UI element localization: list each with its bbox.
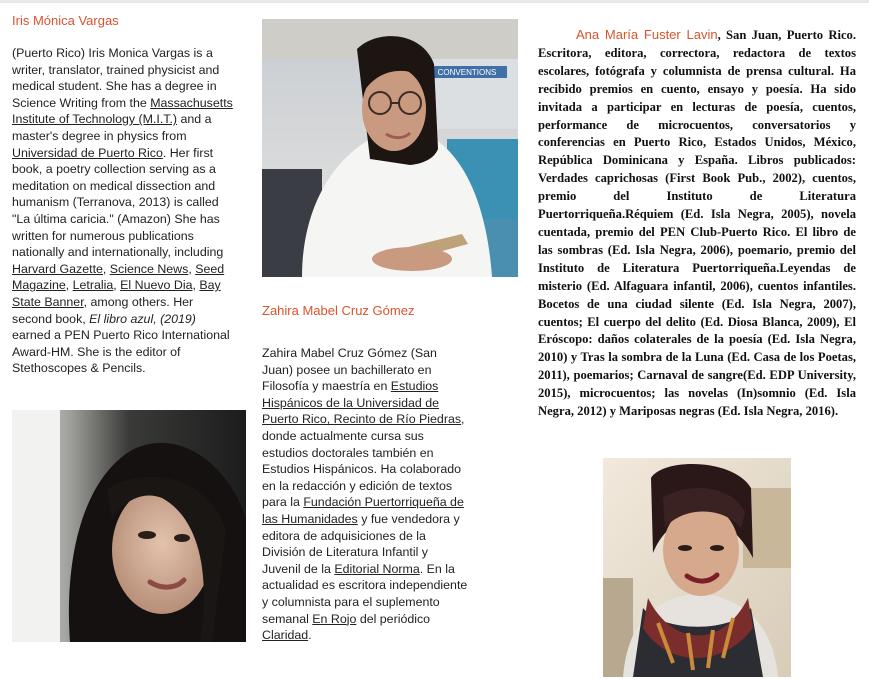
link-science-news[interactable]: Science News bbox=[109, 261, 189, 276]
link-fundacion-humanidades[interactable]: Fundación Puertorriqueña de las Humanidades bbox=[262, 495, 464, 526]
author-name-zahira: Zahira Mabel Cruz Gómez bbox=[262, 303, 415, 318]
author-name-iris: Iris Mónica Vargas bbox=[12, 13, 119, 28]
link-estudios-hispanicos[interactable]: Estudios Hispánicos de la Universidad de Puerto Rico, Recinto de Río Piedras bbox=[262, 379, 462, 427]
photo-sign-text: CONVENTIONS bbox=[437, 68, 497, 77]
author-photo-iris bbox=[12, 410, 246, 642]
author-column-zahira bbox=[262, 303, 468, 644]
author-bio-ana: , San Juan, Puerto Rico. Escritora, editora, correctora, redactora de textos escolares, fotógrafa y columnista de prensa cultural. Ha recibido premios en cuento, ensayo y poesía. Ha sido invitada a participar en lecturas de poesía, cuentos, performance de microcuentos, conversatorios y conferencias en Puerto Rico, Estados Unidos, México, República Dominicana y España. Libros publicados: Verdades caprichosas (First Book Pub., 2002), cuentos, premio del Instituto de Literatura Puertorriqueña.Réquiem (Ed. Isla Negra, 2005), novela cuentada, premio del PEN Club-Puerto Rico. El libro de las sombras (Ed. Isla Negra, 2006), poemario, premio del Instituto de Literatura Puertorriqueña.Leyendas de misterio (Ed. Alfaguara infantil, 2006), cuentos infantiles. Bocetos de una ciudad silente (Ed. Isla Negra, 2007), cuentos; El cuerpo del delito (Ed. Diosa Blanca, 2009), El Eróscopo: daños colaterales de la poesía (Ed. Isla Negra, 2010) y Tras la sombra de la Luna (Ed. Casa de los Poetas, 2011), poemarios; Carnaval de sangre(Ed. EDP University, 2015), microcuentos; las novelas (In)somnio (Ed. Isla Negra, 2012) y Mariposas negras (Ed. Isla Negra, 2016). bbox=[538, 28, 857, 419]
author-column-iris bbox=[12, 13, 234, 377]
author-photo-zahira bbox=[262, 19, 518, 277]
link-en-rojo[interactable]: En Rojo bbox=[312, 611, 357, 626]
author-column-ana bbox=[538, 26, 856, 421]
author-bio-zahira: Zahira Mabel Cruz Gómez (San Juan) posee un bachillerato en Filosofía y maestría en Estudios Hispánicos de la Universidad de Puerto Rico, Recinto de Río Piedras, donde actualmente cursa sus estudios doctorales también en Estudios Hispánicos. Ha colaborado en la redacción y edición de textos para la Fundación Puertorriqueña de las Humanidades y fue vendedora y editora de adquisiciones de la División de Literatura Infantil y Juvenil de la Editorial Norma. En la actualidad es escritora independiente y columnista para el suplemento semanal En Rojo del periódico Claridad. bbox=[262, 346, 468, 643]
link-el-nuevo-dia[interactable]: El Nuevo Dia bbox=[120, 278, 193, 293]
author-name-ana: Ana María Fuster Lavin bbox=[576, 27, 718, 42]
link-harvard-gazette[interactable]: Harvard Gazette bbox=[12, 261, 103, 276]
link-bay-state-banner[interactable]: Bay State Banner bbox=[12, 278, 221, 309]
link-editorial-norma[interactable]: Editorial Norma bbox=[334, 561, 420, 576]
author-photo-ana bbox=[603, 458, 791, 677]
top-edge bbox=[0, 0, 869, 3]
link-upr[interactable]: Universidad de Puerto Rico bbox=[12, 145, 163, 160]
link-letralia[interactable]: Letralia bbox=[72, 278, 114, 293]
author-bio-iris: (Puerto Rico) Iris Monica Vargas is a writer, translator, trained physicist and medical student. She has a degree in Science Writing from the Massachusetts Institute of Technology (M.I.T.) and a master's degree in physics from Universidad de Puerto Rico. Her first book, a poetry collection serving as a meditation on medical dissection and humanism (Terranova, 2013) is called "La última caricia." (Amazon) She has written for numerous publications nationally and internationally, including Harvard Gazette, Science News, Seed Magazine, Letralia, El Nuevo Dia, Bay State Banner, among others. Her second book, El libro azul, (2019) earned a PEN Puerto Rico International Award-HM. She is the editor of Stethoscopes & Pencils. bbox=[12, 46, 233, 376]
link-mit[interactable]: Massachusetts Institute of Technology (M.I.T.) bbox=[12, 95, 233, 127]
link-seed-magazine[interactable]: Seed Magazine bbox=[12, 261, 225, 293]
link-claridad[interactable]: Claridad bbox=[262, 628, 309, 643]
